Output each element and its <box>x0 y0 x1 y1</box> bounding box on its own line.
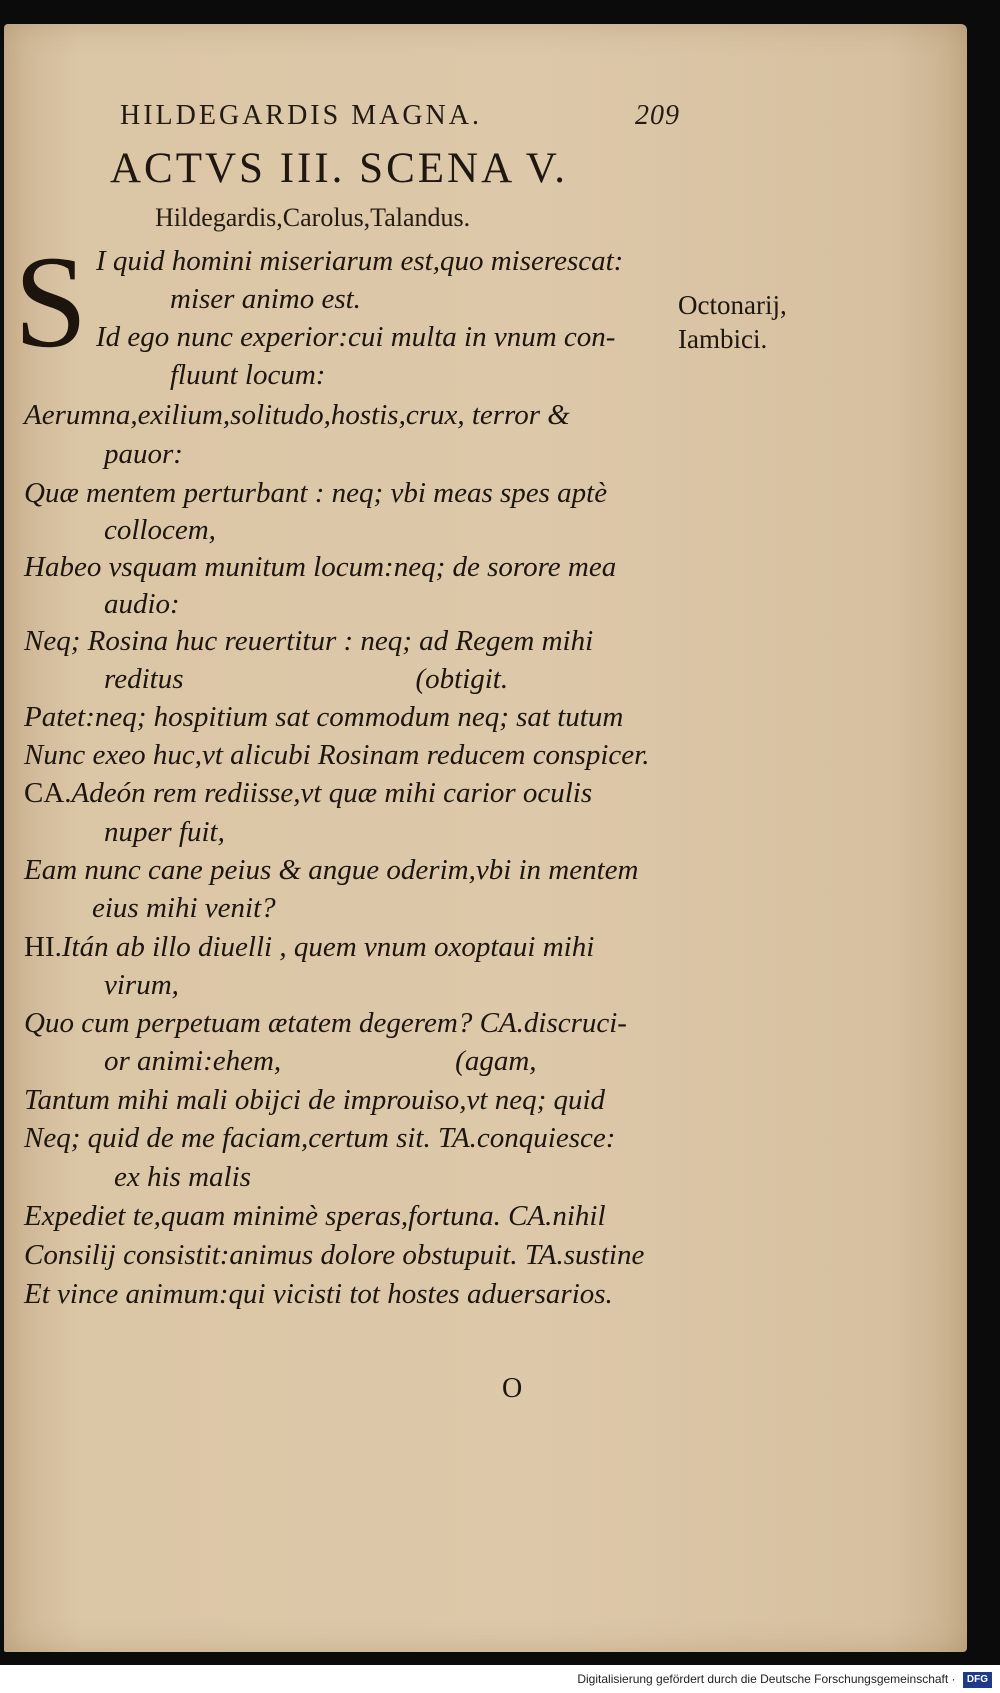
verse-text-span: Eam nunc cane peius & angue oderim,vbi in mentem <box>24 854 639 886</box>
verse-line <box>170 282 361 316</box>
footer-credit: Digitalisierung gefördert durch die Deutsche Forschungsgemeinschaft · <box>577 1672 956 1686</box>
verse-text-span: Itán ab illo diuelli , quem vnum oxoptaui mihi <box>61 931 595 963</box>
dfg-logo: DFG <box>963 1672 992 1688</box>
verse-line <box>104 968 179 1002</box>
margin-note-line: Octonarij, <box>678 290 787 320</box>
verse-line <box>24 776 592 810</box>
verse-text-span: Quæ mentem perturbant : neq; vbi meas spes aptè <box>24 477 608 509</box>
verse-line <box>24 853 639 887</box>
verse-line <box>24 398 570 432</box>
verse-line <box>24 700 623 734</box>
verse-text-span: miser animo est. <box>170 283 361 315</box>
verse-text-span: collocem, <box>104 514 216 546</box>
verse-text-span: Quo cum perpetuam ætatem degerem? CA.discruci- <box>24 1007 627 1039</box>
verse-line <box>24 1121 615 1155</box>
verse-text-span: eius mihi venit? <box>92 892 276 924</box>
verse-line <box>24 476 607 510</box>
verse-line <box>24 930 594 964</box>
verse-line <box>24 738 649 772</box>
speaker-label: CA. <box>24 777 72 809</box>
verse-text-span: reditus (obtigit. <box>104 663 509 695</box>
verse-text-span: Neq; quid de me faciam,certum sit. TA.conquiesce: <box>24 1122 616 1154</box>
verse-line <box>24 1006 627 1040</box>
verse-text-span: Consilij consistit:animus dolore obstupuit. TA.sustine <box>24 1239 645 1271</box>
verse-line <box>24 550 616 584</box>
verse-line <box>104 437 183 471</box>
verse-line <box>24 624 593 658</box>
verse-text-span: Patet:neq; hospitium sat commodum neq; sat tutum <box>24 701 624 733</box>
verse-line <box>104 662 508 696</box>
drop-cap-initial: S <box>14 228 88 375</box>
verse-line <box>104 815 225 849</box>
verse-text-span: Expediet te,quam minimè speras,fortuna. CA.nihil <box>24 1200 606 1232</box>
character-list: Hildegardis,Carolus,Talandus. <box>155 203 471 232</box>
margin-note-line: Iambici. <box>678 324 768 354</box>
verse-line <box>24 1238 644 1272</box>
act-heading: ACTVS III. SCENA V. <box>110 145 569 192</box>
verse-line <box>104 587 180 621</box>
signature-mark: O <box>502 1373 523 1404</box>
verse-text-span: or animi:ehem, (agam, <box>104 1045 537 1077</box>
verse-text-span: Id ego nunc experior:cui multa in vnum con- <box>96 321 616 353</box>
verse-text-span: Habeo vsquam munitum locum:neq; de sorore mea <box>24 551 617 583</box>
verse-line <box>104 513 216 547</box>
digitization-footer <box>0 1665 1000 1693</box>
verse-text-span: Neq; Rosina huc reuertitur : neq; ad Regem mihi <box>24 625 594 657</box>
verse-text-span: I quid homini miseriarum est,quo miserescat: <box>96 245 624 277</box>
verse-line <box>170 358 325 392</box>
verse-line <box>114 1160 251 1194</box>
verse-text-span: ex his malis <box>114 1161 251 1193</box>
verse-line <box>24 1277 613 1311</box>
verse-line <box>104 1044 537 1078</box>
verse-text-span: Et vince animum:qui vicisti tot hostes aduersarios. <box>24 1278 613 1310</box>
verse-text-span: nuper fuit, <box>104 816 225 848</box>
verse-line <box>92 891 276 925</box>
verse-line <box>24 1199 606 1233</box>
page-number: 209 <box>635 100 680 131</box>
verse-line <box>96 244 623 278</box>
verse-text-span: fluunt locum: <box>170 359 326 391</box>
verse-text-span: Aerumna,exilium,solitudo,hostis,crux, terror & <box>24 399 570 431</box>
verse-text-span: audio: <box>104 588 180 620</box>
verse-text-span: Tantum mihi mali obijci de improuiso,vt neq; quid <box>24 1084 606 1116</box>
verse-text-span: virum, <box>104 969 179 1001</box>
speaker-label: HI. <box>24 931 62 963</box>
running-title: HILDEGARDIS MAGNA. <box>120 100 482 131</box>
verse-text-span: pauor: <box>104 438 183 470</box>
verse-line <box>96 320 615 354</box>
verse-text-span: Adeón rem rediisse,vt quæ mihi carior oculis <box>71 777 593 809</box>
verse-text-span: Nunc exeo huc,vt alicubi Rosinam reducem conspicer. <box>24 739 650 771</box>
verse-line <box>24 1083 605 1117</box>
